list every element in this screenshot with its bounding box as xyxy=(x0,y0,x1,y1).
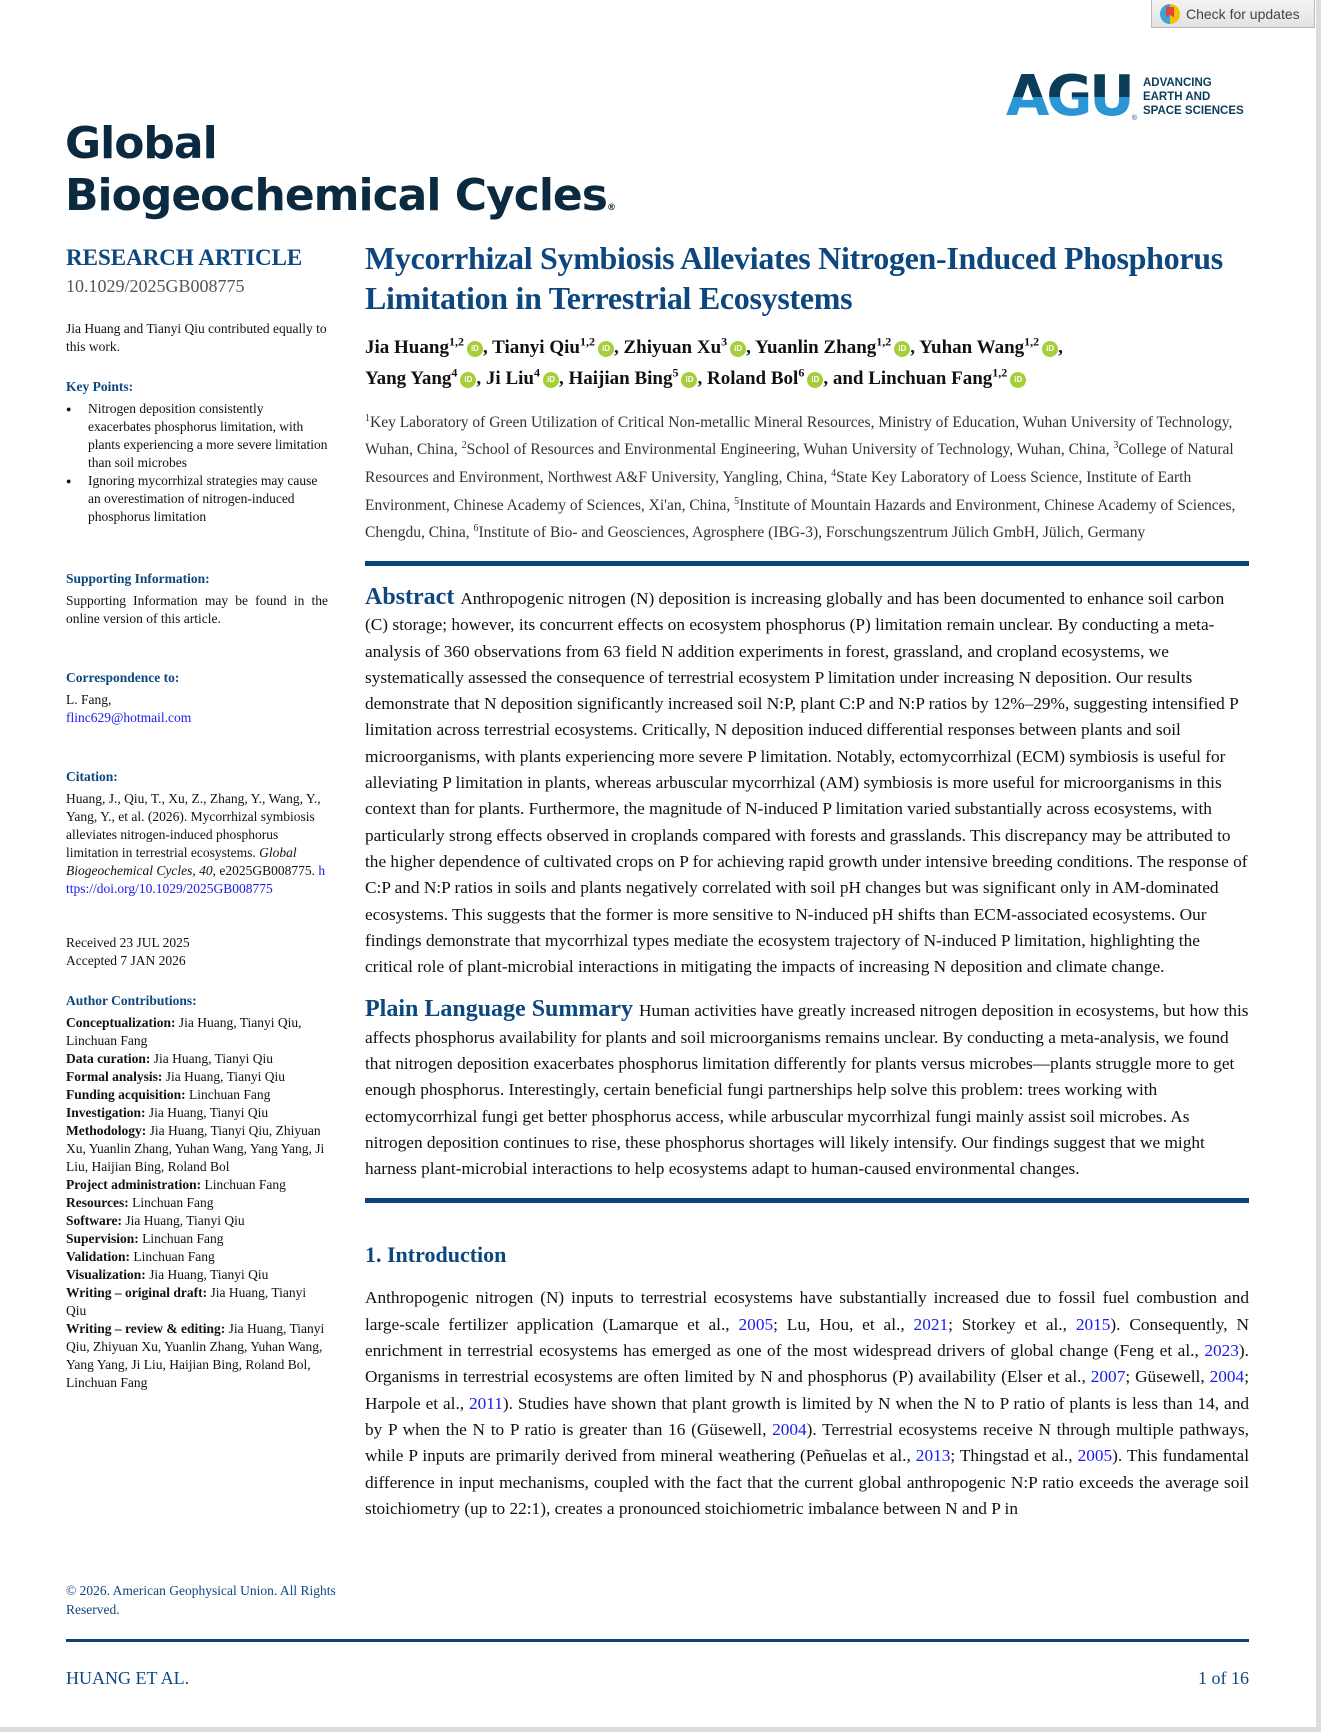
intro-text-segment: ). This fundamental difference in input mechanisms, coupled with the fact that the current global anthropogenic N:P ratio exceeds the average soil stoichiometry (up to 22:1), creates a pronounced stoichiometric imbalance between N and P in xyxy=(365,1446,1249,1518)
contribution-role: Writing – review & editing: xyxy=(66,1321,226,1336)
contribution-names: Linchuan Fang xyxy=(189,1087,271,1102)
abstract-heading: Abstract xyxy=(365,583,455,610)
supporting-info-text: Supporting Information may be found in the online version of this article. xyxy=(66,593,328,626)
author-name: Yuhan Wang xyxy=(919,337,1025,359)
affiliation-number: 5 xyxy=(734,495,740,507)
affiliation-number: 4 xyxy=(831,467,837,479)
contribution-item xyxy=(66,1284,328,1320)
crossmark-icon xyxy=(1160,4,1180,24)
citation-text: Huang, J., Qiu, T., Xu, Z., Zhang, Y., Wang, Y., Yang, Y., et al. (2026). Mycorrhizal symbiosis alleviates nitrogen-induced phosphorus limitation in terrestrial ecosystems. xyxy=(66,791,321,860)
reference-link[interactable]: 2005 xyxy=(738,1314,774,1334)
contribution-item xyxy=(66,1176,328,1194)
contribution-names: Linchuan Fang xyxy=(204,1177,286,1192)
author-name: Zhiyuan Xu xyxy=(623,337,722,359)
contribution-role: Investigation: xyxy=(66,1105,146,1120)
contribution-names: Jia Huang, Tianyi Qiu xyxy=(153,1051,274,1066)
correspondence-email-link[interactable]: flinc629@hotmail.com xyxy=(66,710,192,725)
running-head: HUANG ET AL. xyxy=(66,1668,190,1688)
orcid-icon[interactable]: iD xyxy=(1010,372,1026,388)
contribution-item xyxy=(66,1320,328,1392)
agu-tagline-line: ADVANCING xyxy=(1142,77,1212,89)
author-separator: , xyxy=(910,337,920,359)
agu-tagline xyxy=(1143,76,1244,118)
journal-title-line1: Global xyxy=(65,118,217,169)
agu-logo xyxy=(1006,64,1244,129)
introduction-heading: 1. Introduction xyxy=(365,1242,507,1268)
author-name: Yang Yang xyxy=(365,367,452,389)
author-separator: , xyxy=(613,337,624,359)
citation-volume: 40 xyxy=(199,863,213,878)
reference-link[interactable]: 2021 xyxy=(913,1314,949,1334)
reference-link[interactable]: 2005 xyxy=(1077,1446,1113,1466)
author-affiliation-number: 3 xyxy=(721,335,728,349)
introduction-text xyxy=(365,1285,1249,1522)
contribution-role: Software: xyxy=(66,1213,122,1228)
orcid-icon[interactable]: iD xyxy=(460,372,476,388)
contribution-role: Funding acquisition: xyxy=(66,1087,186,1102)
author xyxy=(365,337,492,358)
author xyxy=(623,337,755,358)
intro-text-segment: ; Harpole et al., xyxy=(365,1367,1249,1413)
author-affiliation-number: 1,2 xyxy=(876,335,892,349)
affiliation-number: 3 xyxy=(1113,440,1119,452)
contribution-names: Jia Huang, Tianyi Qiu, Linchuan Fang xyxy=(66,1015,302,1048)
intro-text-segment: ). Studies have shown that plant growth is limited by N when the N to P ratio of plants is less than 14, and by P when the N to P ratio is greater than 16 (Güsewell, xyxy=(365,1393,1249,1439)
author-contributions-heading: Author Contributions: xyxy=(66,993,197,1008)
author-name: Ji Liu xyxy=(485,367,534,389)
article-type: RESEARCH ARTICLE xyxy=(66,245,303,270)
author-name: Jia Huang xyxy=(365,337,449,359)
affiliation-number: 6 xyxy=(473,523,479,535)
affiliations xyxy=(365,407,1249,545)
key-points-heading: Key Points: xyxy=(66,379,134,394)
contribution-item xyxy=(66,1266,328,1284)
author-separator: , xyxy=(558,367,569,389)
contribution-role: Resources: xyxy=(66,1195,129,1210)
orcid-icon[interactable]: iD xyxy=(543,372,559,388)
intro-text-segment: ; Thingstad et al., xyxy=(950,1446,1078,1466)
intro-text-segment: ; Güsewell, xyxy=(1125,1367,1210,1387)
key-points-list xyxy=(66,400,328,526)
intro-text-segment: Anthropogenic nitrogen (N) inputs to terrestrial ecosystems have substantially increased due to fossil fuel combustion and large-scale fertilizer application (Lamarque et al., xyxy=(365,1288,1249,1334)
author-name: Tianyi Qiu xyxy=(492,337,580,359)
contribution-role: Methodology: xyxy=(66,1123,147,1138)
key-point: ● Ignoring mycorrhizal strategies may cause an overestimation of nitrogen-induced phosphorus limitation xyxy=(66,472,328,526)
contribution-item xyxy=(66,1230,328,1248)
author-affiliation-number: 1,2 xyxy=(448,335,464,349)
abstract xyxy=(365,584,1249,980)
pls-text: Human activities have greatly increased nitrogen deposition in ecosystems, but how this affects phosphorus availability for plants and soil microorganisms remains unclear. By conducting a meta-analysis, we found that nitrogen deposition exacerbates phosphorus limitation differently for plants versus microbes—plants struggle more to get enough phosphorus. Interestingly, certain beneficial fungi partnerships help solve this problem: trees working with ectomycorrhizal fungi get better phosphorus access, while arbuscular mycorrhizal fungi mainly assist soil microbes. As nitrogen deposition continues to rise, these phosphorus shortages will likely intensify. Our findings suggest that we might harness plant-microbial interactions to help ecosystems adapt to human-caused environmental changes. xyxy=(365,1001,1249,1179)
abstract-text: Anthropogenic nitrogen (N) deposition is increasing globally and has been documented to enhance soil carbon (C) storage; however, its concurrent effects on ecosystem phosphorus (P) limitation remain unclear. By conducting a meta-analysis of 360 observations from 63 field N addition experiments in forest, grassland, and cropland ecosystems, we systematically assessed the consequence of terrestrial ecosystem P limitation under increasing N deposition. Our results demonstrate that N deposition significantly increased soil N:P, plant C:P and N:P ratios by 12%–29%, suggesting intensified P limitation across terrestrial ecosystems. Critically, N deposition induced differential responses between plants and soil microorganisms, with plants experiencing more severe P limitation. Notably, ectomycorrhizal (ECM) symbiosis is useful for alleviating P limitation in plants, whereas arbuscular mycorrhizal (AM) symbiosis is more useful for microorganisms in this context than for plants. Furthermore, the magnitude of N-induced P limitation varied substantially across ecosystems, with particularly strong effects observed in croplands compared with forests and grasslands. This discrepancy may be attributed to the higher dependence of cultivated crops on P for achieving rapid growth under intensive breeding conditions. The response of C:P and N:P ratios in soils and plants negatively correlated with soil pH changes but was significant only in AM-dominated ecosystems. This suggests that the former is more sensitive to N-induced pH shifts than ECM-associated ecosystems. Our findings demonstrate that mycorrhizal types mediate the ecosystem trajectory of N-induced P limitation, highlighting the critical role of plant-microbial interactions in mitigating the impacts of increasing N deposition and climate change. xyxy=(365,588,1248,977)
reference-link[interactable]: 2023 xyxy=(1204,1341,1239,1361)
intro-text-segment: ). Consequently, N enrichment in terrestrial ecosystems has emerged as one of the most widespread drivers of global change (Feng et al., xyxy=(365,1314,1249,1361)
contribution-item xyxy=(66,1050,328,1068)
contribution-names: Jia Huang, Tianyi Qiu xyxy=(149,1267,269,1282)
contribution-role: Supervision: xyxy=(66,1231,139,1246)
reference-link[interactable]: 2007 xyxy=(1090,1367,1126,1387)
author-name: Linchuan Fang xyxy=(868,367,993,389)
orcid-icon[interactable]: iD xyxy=(598,341,614,357)
contribution-names: Linchuan Fang xyxy=(133,1249,215,1264)
correspondence-name: L. Fang, xyxy=(66,692,112,707)
affiliation-text: School of Resources and Environmental Engineering, Wuhan University of Technology, Wuhan, China, xyxy=(466,441,1114,459)
reference-link[interactable]: 2015 xyxy=(1075,1314,1111,1334)
accepted-date: Accepted 7 JAN 2026 xyxy=(66,953,186,968)
supporting-info-heading: Supporting Information: xyxy=(66,571,210,586)
affiliation-text: Institute of Bio- and Geosciences, Agrosphere (IBG-3), Forschungszentrum Jülich GmbH, Jülich, Germany xyxy=(478,524,1146,542)
contribution-names: Jia Huang, Tianyi Qiu xyxy=(66,1285,307,1318)
author-separator: , xyxy=(482,337,493,359)
author-affiliation-number: 1,2 xyxy=(579,335,595,349)
contribution-role: Validation: xyxy=(66,1249,131,1264)
author-affiliation-number: 4 xyxy=(533,365,540,380)
author-separator: , and xyxy=(823,367,869,389)
section-divider xyxy=(365,561,1249,566)
author-affiliation-number: 6 xyxy=(798,365,805,380)
orcid-icon[interactable]: iD xyxy=(467,341,483,357)
received-date: Received 23 JUL 2025 xyxy=(66,935,190,950)
author xyxy=(485,365,569,389)
footer-divider xyxy=(66,1639,1249,1642)
page-number: 1 of 16 xyxy=(1198,1668,1249,1688)
contribution-role: Conceptualization: xyxy=(66,1015,176,1030)
contribution-names: Jia Huang, Tianyi Qiu, Zhiyuan Xu, Yuanlin Zhang, Yuhan Wang, Yang Yang, Ji Liu, Haijian Bing, Roland Bol xyxy=(66,1123,325,1174)
intro-text-segment: ; Storkey et al., xyxy=(948,1314,1076,1334)
contribution-names: Jia Huang, Tianyi Qiu, Zhiyuan Xu, Yuanlin Zhang, Yuhan Wang, Yang Yang, Ji Liu, Haijian Bing, Roland Bol, Linchuan Fang xyxy=(66,1321,325,1390)
contribution-item xyxy=(66,1248,328,1266)
doi: 10.1029/2025GB008775 xyxy=(66,276,245,296)
agu-letters: AGU xyxy=(1006,64,1132,129)
reference-link[interactable]: 2004 xyxy=(1209,1367,1245,1387)
contribution-names: Linchuan Fang xyxy=(132,1195,214,1210)
author-name: Haijian Bing xyxy=(568,367,673,389)
affiliation-number: 2 xyxy=(461,440,467,452)
contribution-item xyxy=(66,1212,328,1230)
author xyxy=(568,365,707,389)
journal-title-text: Biogeochemical Cycles xyxy=(65,170,607,221)
author-separator: , xyxy=(746,337,755,359)
author-separator: , xyxy=(697,367,707,389)
author xyxy=(706,365,869,389)
sidebar xyxy=(66,244,328,1392)
author-affiliation-number: 5 xyxy=(672,365,679,380)
citation-block xyxy=(66,790,328,898)
contribution-item xyxy=(66,1014,328,1050)
author-name: Roland Bol xyxy=(706,367,799,389)
author-affiliation-number: 1,2 xyxy=(992,365,1008,380)
article-title: Mycorrhizal Symbiosis Alleviates Nitrogen-Induced Phosphorus Limitation in Terrestrial Ecosystems xyxy=(365,240,1223,316)
author xyxy=(365,365,486,389)
orcid-icon[interactable]: iD xyxy=(894,341,910,357)
equal-contribution-note: Jia Huang and Tianyi Qiu contributed equally to this work. xyxy=(66,321,327,354)
author-separator: , xyxy=(1058,337,1063,359)
contribution-item xyxy=(66,1122,328,1176)
citation-separator: , xyxy=(192,863,200,878)
contribution-role: Formal analysis: xyxy=(66,1069,163,1084)
agu-tagline-line: EARTH AND xyxy=(1142,91,1211,103)
orcid-icon[interactable]: iD xyxy=(1042,341,1058,357)
affiliation-text: College of Natural Resources and Environment, Northwest A&F University, Yangling, China, xyxy=(365,441,1234,487)
reference-link[interactable]: 2013 xyxy=(915,1446,951,1466)
reference-link[interactable]: 2011 xyxy=(469,1393,503,1413)
contribution-item xyxy=(66,1194,328,1212)
contribution-role: Writing – original draft: xyxy=(66,1285,208,1300)
author xyxy=(868,365,1026,389)
author xyxy=(919,337,1063,358)
main-column xyxy=(365,238,1249,1522)
check-for-updates-button[interactable] xyxy=(1151,0,1315,28)
contribution-role: Visualization: xyxy=(66,1267,146,1282)
author-contributions-list xyxy=(66,1014,328,1392)
author-name: Yuanlin Zhang xyxy=(754,337,877,359)
contribution-item xyxy=(66,1104,328,1122)
citation-doi-link[interactable]: https://doi.org/10.1029/2025GB008775 xyxy=(66,863,326,896)
author-separator: , xyxy=(476,367,486,389)
contribution-names: Jia Huang, Tianyi Qiu xyxy=(148,1105,269,1120)
contribution-names: Jia Huang, Tianyi Qiu xyxy=(165,1069,286,1084)
citation-heading: Citation: xyxy=(66,769,118,784)
contribution-names: Jia Huang, Tianyi Qiu xyxy=(125,1213,245,1228)
intro-text-segment: ; Lu, Hou, et al., xyxy=(773,1314,914,1334)
contribution-item xyxy=(66,1068,328,1086)
affiliation-text: Institute of Mountain Hazards and Environment, Chinese Academy of Sciences, Chengdu, China, xyxy=(365,496,1236,542)
contribution-item xyxy=(66,1086,328,1104)
check-updates-label: Check for updates xyxy=(1186,5,1300,22)
author-affiliation-number: 4 xyxy=(451,365,458,380)
key-point: ● Nitrogen deposition consistently exacerbates phosphorus limitation, with plants experiencing a more severe limitation than soil microbes xyxy=(66,400,328,472)
journal-registered: ® xyxy=(606,203,616,213)
citation-id: , e2025GB008775. xyxy=(212,863,319,878)
orcid-icon[interactable]: iD xyxy=(730,341,746,357)
affiliation-text: Key Laboratory of Green Utilization of Critical Non-metallic Mineral Resources, Ministry of Education, Wuhan University of Technology, Wuhan, China, xyxy=(365,413,1233,459)
pls-heading: Plain Language Summary xyxy=(365,996,634,1023)
orcid-icon[interactable]: iD xyxy=(681,372,697,388)
orcid-icon[interactable]: iD xyxy=(807,372,823,388)
correspondence-heading: Correspondence to: xyxy=(66,670,180,685)
contribution-role: Project administration: xyxy=(66,1177,202,1192)
citation-journal: Global Biogeochemical Cycles xyxy=(66,845,297,878)
agu-tagline-line: SPACE SCIENCES xyxy=(1142,105,1244,117)
copyright-notice: © 2026. American Geophysical Union. All Rights Reserved. xyxy=(66,1583,336,1617)
section-divider xyxy=(365,1198,1249,1203)
contribution-role: Data curation: xyxy=(66,1051,151,1066)
affiliation-text: State Key Laboratory of Loess Science, Institute of Earth Environment, Chinese Academy of Sciences, Xi'an, China, xyxy=(365,469,1192,514)
plain-language-summary xyxy=(365,996,1249,1182)
affiliation-number: 1 xyxy=(365,412,370,424)
author-affiliation-number: 1,2 xyxy=(1024,335,1040,349)
intro-text-segment: ). Terrestrial ecosystems receive N through multiple pathways, while P inputs are primarily derived from mineral weathering (Peñuelas et al., xyxy=(365,1419,1249,1466)
author xyxy=(755,337,919,358)
agu-registered: ® xyxy=(1131,115,1137,122)
contribution-names: Linchuan Fang xyxy=(142,1231,224,1246)
author xyxy=(492,337,623,358)
journal-title-line2 xyxy=(65,170,616,222)
reference-link[interactable]: 2004 xyxy=(772,1419,807,1439)
author-list xyxy=(365,330,1249,391)
journal-title xyxy=(65,118,616,222)
intro-text-segment: ). Organisms in terrestrial ecosystems are often limited by N and phosphorus (P) availability (Elser et al., xyxy=(365,1341,1249,1387)
